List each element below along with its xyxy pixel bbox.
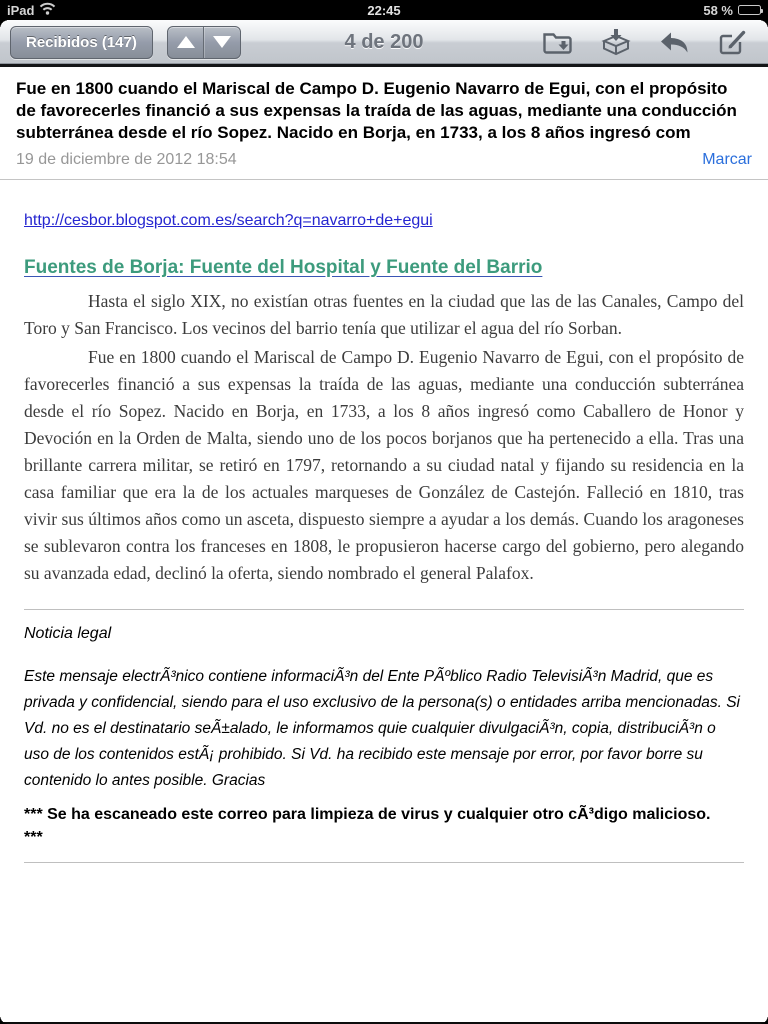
- chevron-up-icon: [177, 36, 195, 48]
- screen-corner-top-left: [0, 20, 9, 29]
- screen-corner-bottom-left: [0, 1015, 9, 1024]
- legal-divider-bottom: [24, 862, 744, 863]
- mail-toolbar: [0, 20, 768, 67]
- virus-scan-line-2: ***: [24, 829, 43, 846]
- battery-nub: [761, 9, 763, 13]
- previous-message-button[interactable]: [168, 27, 204, 58]
- message-preview-text: Fue en 1800 cuando el Mariscal de Campo D. Eugenio Navarro de Egui, con el propósito de favorecerles financió a sus expensas la traída de las aguas, mediante una conducción subterránea desde el río Sopez. Nacido en Borja, en 1733, a los 8 años ingresó com: [16, 79, 737, 142]
- compose-button[interactable]: [718, 29, 746, 56]
- battery-percent-label: 58 %: [703, 2, 733, 18]
- toolbar-actions: [542, 29, 760, 56]
- next-message-button[interactable]: [203, 27, 240, 58]
- screen-corner-top-right: [759, 20, 768, 29]
- mark-link[interactable]: Marcar: [702, 151, 752, 168]
- post-title-link[interactable]: Fuentes de Borja: Fuente del Hospital y Fuente del Barrio: [24, 257, 543, 278]
- legal-notice-text: Este mensaje electrÃ³nico contiene informaciÃ³n del Ente PÃºblico Radio TelevisiÃ³n Madrid, que es privada y confidencial, siendo para el uso exclusivo de la persona(s) o entidades arriba mencionadas. Si Vd. no es el destinatario seÃ±alado, le informamos quie cualquier divulgaciÃ³n, copia, distribuciÃ³n o uso de los contenidos estÃ¡ prohibido. Si Vd. ha recibido este mensaje por error, por favor borre su contenido lo antes posible. Gracias: [24, 668, 740, 789]
- legal-divider-top: [24, 609, 744, 610]
- message-body: [0, 180, 768, 863]
- legal-notice-title: Noticia legal: [24, 625, 112, 642]
- screen-corner-bottom-right: [759, 1015, 768, 1024]
- move-to-folder-button[interactable]: [542, 30, 573, 55]
- archive-button[interactable]: [601, 29, 631, 56]
- message-date: 19 de diciembre de 2012 18:54: [16, 151, 237, 168]
- status-bar: [0, 0, 768, 20]
- post-title-heading: [24, 257, 744, 279]
- battery-icon: [738, 5, 761, 15]
- chevron-down-icon: [213, 36, 231, 48]
- virus-scan-line-1: *** Se ha escaneado este correo para limpieza de virus y cualquier otro cÃ³digo malicioso.: [24, 806, 711, 823]
- virus-scan-notice: [24, 803, 744, 849]
- message-counter-title: 4 de 200: [344, 30, 424, 53]
- blog-search-link[interactable]: http://cesbor.blogspot.com.es/search?q=navarro+de+egui: [24, 212, 433, 229]
- inbox-back-button[interactable]: Recibidos (147): [10, 26, 153, 59]
- carrier-label: iPad: [7, 2, 35, 18]
- body-paragraph-2: Fue en 1800 cuando el Mariscal de Campo D. Eugenio Navarro de Egui, con el propósito de favorecerles financió a sus expensas la traída de las aguas, mediante una conducción subterránea desde el río Sopez. Nacido en Borja, en 1733, a los 8 años ingresó como Caballero de Honor y Devoción en la Orden de Malta, siendo uno de los pocos borjanos que ha pertenecido a ella. Tras una brillante carrera militar, se retiró en 1797, retornando a su ciudad natal y fijando su residencia en la casa familiar que era la de los actuales marqueses de González de Castejón. Falleció en 1810, tras vivir sus últimos años como un asceta, dispuesto siempre a ayudar a los demás. Cuando los aragoneses se sublevaron contra los franceses en 1808, le propusieron hacerse cargo del gobierno, pero alegando su avanzada edad, declinó la oferta, siendo nombrado el general Palafox.: [24, 347, 744, 583]
- clock: 22:45: [367, 2, 401, 18]
- body-paragraph-1: Hasta el siglo XIX, no existían otras fuentes en la ciudad que las de las Canales, Campo del Toro y San Francisco. Los vecinos del barrio tenía que utilizar el agua del río Sorban.: [24, 291, 744, 338]
- message-nav-segmented: [167, 26, 241, 59]
- reply-button[interactable]: [659, 30, 690, 54]
- message-header: [0, 67, 768, 180]
- message-date-row: [16, 151, 752, 169]
